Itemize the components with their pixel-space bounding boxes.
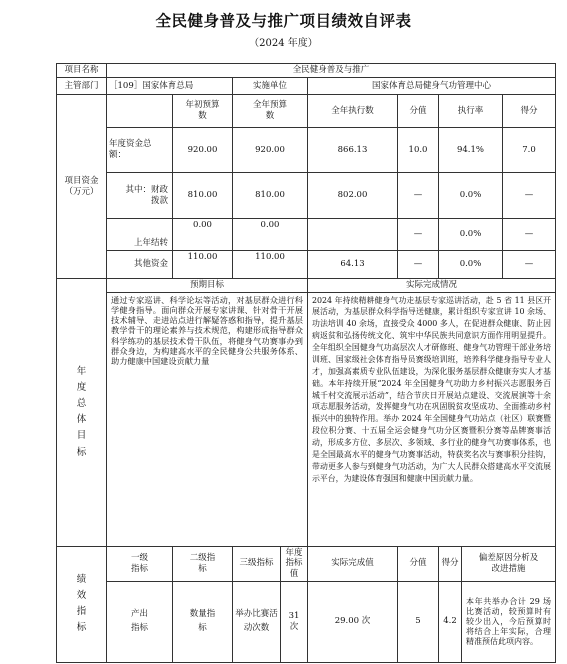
goals-content-row — [57, 292, 556, 546]
funds-budget-full: 920.00 — [233, 128, 308, 173]
expected-goals-text: 通过专家巡讲、科学论坛等活动，对基层群众进行科学健身指导。面向群众开展专家讲课、针对骨干开展技术辅导、走进站点进行解疑答惑和指导，提升基层教学骨干的理论素养与技术规范，构建形成指导群众科学练功的基层技术骨干队伍，将健身气功赛事办到群众身边，为构建高水平的全民健身公共服务体系、助力健康中国建设贡献力量 — [107, 292, 308, 546]
funds-executed: 802.00 — [308, 173, 398, 219]
funds-score: — — [503, 173, 556, 219]
funds-row-label: 其他资金 — [107, 251, 173, 279]
funds-rate: 94.1% — [439, 128, 503, 173]
funds-row-label: 其中：财政 拨款 — [107, 173, 173, 219]
funds-budget-start: 810.00 — [173, 173, 233, 219]
project-name-value: 全民健身普及与推广 — [107, 64, 556, 78]
department-value: ［109］国家体育总局 — [107, 78, 233, 95]
perf-actual: 29.00 次 — [308, 581, 398, 662]
department-label: 主管部门 — [57, 78, 107, 95]
performance-indicators-label: 绩 效 指 标 — [57, 546, 107, 662]
funds-score: — — [503, 219, 556, 251]
perf-header-score: 得分 — [439, 546, 462, 581]
funds-budget-full: 0.00 — [233, 219, 308, 251]
perf-header-weight: 分值 — [398, 546, 439, 581]
funds-budget-full: 110.00 — [233, 251, 308, 279]
perf-weight: 5 — [398, 581, 439, 662]
actual-completion-header: 实际完成情况 — [308, 279, 556, 293]
funds-budget-start: 0.00 — [173, 219, 233, 251]
perf-header-level2: 二级指 标 — [173, 546, 233, 581]
performance-evaluation-table — [56, 63, 556, 663]
page-subtitle-year: （2024 年度） — [249, 38, 318, 49]
expected-goals-header: 预期目标 — [107, 279, 308, 293]
funds-budget-start: 110.00 — [173, 251, 233, 279]
implementing-unit-value: 国家体育总局健身气功管理中心 — [308, 78, 556, 95]
department-row — [57, 78, 556, 95]
perf-level1: 产出 指标 — [107, 581, 173, 662]
funds-weight: — — [398, 251, 439, 279]
annual-goals-label: 年 度 总 体 目 标 — [57, 279, 107, 547]
funds-row — [57, 173, 556, 219]
funds-rate: 0.0% — [439, 173, 503, 219]
funds-weight: 10.0 — [398, 128, 439, 173]
funds-budget-full: 810.00 — [233, 173, 308, 219]
perf-header-analysis: 偏差原因分析及 改进措施 — [462, 546, 556, 581]
funds-row — [57, 128, 556, 173]
perf-header-level3: 三级指标 — [233, 546, 281, 581]
funds-row-label: 年度资金总 额： — [107, 128, 173, 173]
performance-header-row — [57, 546, 556, 581]
perf-target: 31 次 — [281, 581, 308, 662]
performance-row — [57, 581, 556, 662]
funds-row-label: 上年结转 — [107, 219, 173, 251]
funds-executed — [308, 219, 398, 251]
funds-header-budget-full: 全年预算 数 — [233, 95, 308, 128]
perf-analysis: 本年共举办合计 29 场比赛活动，较预算时有较少出入，今后预算时将结合上年实际，合理精准预估此项内容。 — [462, 581, 556, 662]
funds-weight: — — [398, 173, 439, 219]
perf-level2: 数量指 标 — [173, 581, 233, 662]
implementing-unit-label: 实施单位 — [233, 78, 308, 95]
perf-header-target: 年度指标 值 — [281, 546, 308, 581]
perf-header-actual: 实际完成值 — [308, 546, 398, 581]
funds-header-weight: 分值 — [398, 95, 439, 128]
project-name-row — [57, 64, 556, 78]
page-title: 全民健身普及与推广项目绩效自评表 — [155, 12, 412, 30]
perf-header-level1: 一级 指标 — [107, 546, 173, 581]
funds-header-row — [57, 95, 556, 128]
funds-row — [57, 251, 556, 279]
funds-executed: 64.13 — [308, 251, 398, 279]
funds-score: — — [503, 251, 556, 279]
funds-executed: 866.13 — [308, 128, 398, 173]
goals-header-row — [57, 279, 556, 293]
funds-header-score: 得分 — [503, 95, 556, 128]
project-name-label: 项目名称 — [57, 64, 107, 78]
actual-completion-text: 2024 年持续精耕健身气功走基层专家巡讲活动，赴 5 省 11 县区开展活动，为基层群众科学指导送健康，累计组织专家宣讲 10 余场、功法培训 40 余场，直接受众 4000 多人，在促进群众健康、防止因病返贫和弘扬传统文化、筑牢中华民族共同意识方面作用明显提升。全年组织全国健身气功高层次人才研修班、健身气功管理干部业务培训班、国家级社会体育指导员赛级培训班，培养科学健身指导专业人才，加强高素质专业队伍建设，为深化服务基层群众健康夯实人才基础。本年持续开展“2024 年全国健身气功助力乡村振兴志愿服务百城千村交流展示活动”，结合节庆日开展站点建设、交流展演等十余项志愿服务活动，发挥健身气功在巩固脱贫攻坚成功、全面推动乡村振兴中的独特作用。举办 2024 年全国健身气功站点（社区）联赛暨段位积分赛、十五届全运会健身气功分区赛暨积分赛等品牌赛事活动，形成多方位、多层次、多领域、多行业的健身气功赛事体系，也是全国最高水平的健身气功赛事活动，特获奖名次与赛事积分挂钩，带动更多人参与到健身气功活动，为广大人民群众搭建高水平交流展示平台，为建设体育强国和健康中国贡献力量。 — [308, 292, 556, 546]
funds-score: 7.0 — [503, 128, 556, 173]
funds-label: 项目资金 （万元） — [57, 95, 107, 279]
funds-header-rate: 执行率 — [439, 95, 503, 128]
funds-header-blank — [107, 95, 173, 128]
funds-header-executed: 全年执行数 — [308, 95, 398, 128]
funds-rate: 0.0% — [439, 219, 503, 251]
funds-header-budget-start: 年初预算 数 — [173, 95, 233, 128]
funds-row — [57, 219, 556, 251]
funds-rate: 0.0% — [439, 251, 503, 279]
funds-budget-start: 920.00 — [173, 128, 233, 173]
perf-score: 4.2 — [439, 581, 462, 662]
funds-weight: — — [398, 219, 439, 251]
perf-level3: 举办比赛活 动次数 — [233, 581, 281, 662]
